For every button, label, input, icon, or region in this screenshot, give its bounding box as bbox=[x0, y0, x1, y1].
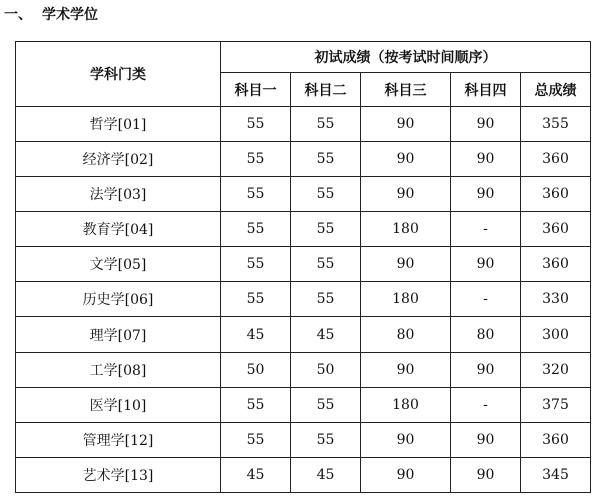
cell-subject-3: 90 bbox=[361, 457, 451, 492]
cell-subject-1: 55 bbox=[221, 247, 291, 282]
cell-subject-3: 180 bbox=[361, 282, 451, 317]
cell-subject-1: 45 bbox=[221, 457, 291, 492]
cell-subject-4: 90 bbox=[451, 457, 521, 492]
score-group-header: 初试成绩（按考试时间顺序） bbox=[221, 42, 591, 73]
table-body bbox=[16, 107, 591, 493]
cell-subject-1: 55 bbox=[221, 107, 291, 142]
table-row bbox=[16, 247, 591, 282]
cell-total: 330 bbox=[521, 282, 591, 317]
cell-subject-2: 55 bbox=[291, 282, 361, 317]
table-row bbox=[16, 422, 591, 457]
cell-subject-4: 80 bbox=[451, 317, 521, 352]
cell-subject-3: 180 bbox=[361, 387, 451, 422]
cell-category: 艺术学[13] bbox=[16, 457, 221, 492]
cell-subject-2: 45 bbox=[291, 317, 361, 352]
cell-subject-2: 55 bbox=[291, 142, 361, 177]
cell-subject-2: 50 bbox=[291, 352, 361, 387]
cell-total: 375 bbox=[521, 387, 591, 422]
cell-subject-3: 90 bbox=[361, 107, 451, 142]
cell-subject-2: 55 bbox=[291, 247, 361, 282]
cell-subject-3: 90 bbox=[361, 352, 451, 387]
cell-subject-4: - bbox=[451, 282, 521, 317]
cell-subject-2: 55 bbox=[291, 422, 361, 457]
cell-category: 理学[07] bbox=[16, 317, 221, 352]
category-header: 学科门类 bbox=[16, 42, 221, 107]
cell-category: 历史学[06] bbox=[16, 282, 221, 317]
cell-category: 工学[08] bbox=[16, 352, 221, 387]
cell-total: 360 bbox=[521, 142, 591, 177]
cell-total: 320 bbox=[521, 352, 591, 387]
cell-subject-3: 90 bbox=[361, 247, 451, 282]
cell-total: 360 bbox=[521, 422, 591, 457]
cell-category: 管理学[12] bbox=[16, 422, 221, 457]
cell-subject-1: 45 bbox=[221, 317, 291, 352]
cell-subject-2: 45 bbox=[291, 457, 361, 492]
cell-category: 文学[05] bbox=[16, 247, 221, 282]
cell-subject-1: 50 bbox=[221, 352, 291, 387]
section-title: 学术学位 bbox=[42, 7, 98, 23]
cell-total: 345 bbox=[521, 457, 591, 492]
section-number: 一、 bbox=[4, 7, 32, 23]
table-row bbox=[16, 107, 591, 142]
table-row bbox=[16, 282, 591, 317]
table-row bbox=[16, 177, 591, 212]
table-row bbox=[16, 352, 591, 387]
cell-subject-2: 55 bbox=[291, 177, 361, 212]
column-header-subject-4: 科目四 bbox=[451, 73, 521, 107]
cell-subject-4: 90 bbox=[451, 107, 521, 142]
cell-subject-1: 55 bbox=[221, 422, 291, 457]
cell-subject-1: 55 bbox=[221, 282, 291, 317]
cell-subject-3: 180 bbox=[361, 212, 451, 247]
table-row bbox=[16, 457, 591, 492]
cell-subject-1: 55 bbox=[221, 177, 291, 212]
cell-subject-1: 55 bbox=[221, 142, 291, 177]
cell-subject-3: 80 bbox=[361, 317, 451, 352]
cell-subject-4: 90 bbox=[451, 422, 521, 457]
section-heading bbox=[4, 4, 98, 24]
cell-category: 经济学[02] bbox=[16, 142, 221, 177]
cell-total: 360 bbox=[521, 247, 591, 282]
cell-category: 教育学[04] bbox=[16, 212, 221, 247]
cell-total: 360 bbox=[521, 212, 591, 247]
cell-subject-2: 55 bbox=[291, 107, 361, 142]
cell-category: 哲学[01] bbox=[16, 107, 221, 142]
cell-subject-4: 90 bbox=[451, 352, 521, 387]
cell-subject-3: 90 bbox=[361, 422, 451, 457]
column-header-subject-3: 科目三 bbox=[361, 73, 451, 107]
column-header-subject-2: 科目二 bbox=[291, 73, 361, 107]
column-header-total: 总成绩 bbox=[521, 73, 591, 107]
table-row bbox=[16, 142, 591, 177]
cell-category: 医学[10] bbox=[16, 387, 221, 422]
table-row bbox=[16, 212, 591, 247]
cell-subject-2: 55 bbox=[291, 212, 361, 247]
cell-total: 300 bbox=[521, 317, 591, 352]
cell-total: 355 bbox=[521, 107, 591, 142]
score-table bbox=[15, 41, 591, 493]
column-header-subject-1: 科目一 bbox=[221, 73, 291, 107]
cell-subject-1: 55 bbox=[221, 387, 291, 422]
cell-subject-3: 90 bbox=[361, 177, 451, 212]
cell-subject-2: 55 bbox=[291, 387, 361, 422]
cell-subject-1: 55 bbox=[221, 212, 291, 247]
cell-subject-4: - bbox=[451, 212, 521, 247]
cell-subject-3: 90 bbox=[361, 142, 451, 177]
cell-total: 360 bbox=[521, 177, 591, 212]
cell-subject-4: 90 bbox=[451, 142, 521, 177]
table-row bbox=[16, 317, 591, 352]
cell-subject-4: 90 bbox=[451, 247, 521, 282]
cell-subject-4: 90 bbox=[451, 177, 521, 212]
cell-category: 法学[03] bbox=[16, 177, 221, 212]
cell-subject-4: - bbox=[451, 387, 521, 422]
table-row bbox=[16, 387, 591, 422]
